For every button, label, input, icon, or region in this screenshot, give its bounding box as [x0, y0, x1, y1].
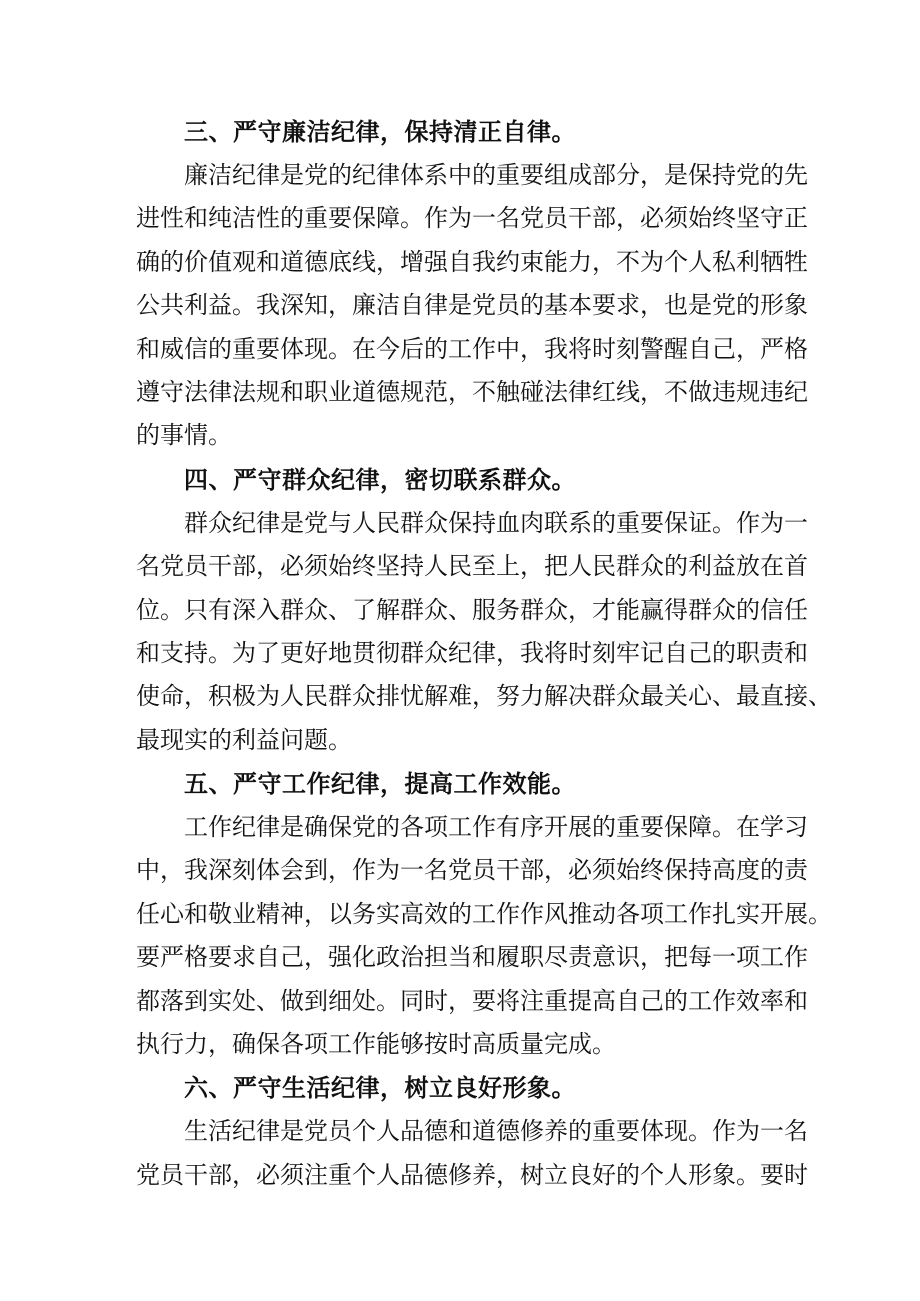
paragraph-line: 中，我深刻体会到，作为一名党员干部，必须始终保持高度的责: [136, 856, 808, 885]
section-heading: 六、严守生活纪律，树立良好形象。: [184, 1074, 576, 1103]
section-integrity: [136, 110, 808, 458]
paragraph-line: 生活纪律是党员个人品德和道德修养的重要体现。作为一名: [184, 1117, 808, 1146]
section-paragraph: [136, 154, 808, 458]
paragraph-line: 廉洁纪律是党的纪律体系中的重要组成部分，是保持党的先: [184, 161, 808, 189]
paragraph-line: 位。只有深入群众、了解群众、服务群众，才能赢得群众的信任: [136, 595, 808, 624]
paragraph-line: 名党员干部，必须始终坚持人民至上，把人民群众的利益放在首: [136, 552, 808, 581]
paragraph-line: 确的价值观和道德底线，增强自我约束能力，不为个人私利牺牲: [136, 247, 808, 276]
section-paragraph: [136, 806, 832, 1066]
section-mass-discipline: [136, 458, 832, 762]
paragraph-line: 和威信的重要体现。在今后的工作中，我将时刻警醒自己，严格: [136, 334, 808, 363]
section-heading: 三、严守廉洁纪律，保持清正自律。: [184, 118, 576, 146]
paragraph-line: 群众纪律是党与人民群众保持血肉联系的重要保证。作为一: [184, 508, 808, 537]
paragraph-line: 工作纪律是确保党的各项工作有序开展的重要保障。在学习: [184, 813, 808, 842]
paragraph-line: 都落到实处、做到细处。同时，要将注重提高自己的工作效率和: [136, 986, 808, 1015]
paragraph-line: 要严格要求自己，强化政治担当和履职尽责意识，把每一项工作: [136, 943, 808, 972]
paragraph-line: 最现实的利益问题。: [136, 725, 352, 754]
paragraph-line: 党员干部，必须注重个人品德修养，树立良好的个人形象。要时: [136, 1160, 808, 1189]
paragraph-line: 执行力，确保各项工作能够按时高质量完成。: [136, 1030, 616, 1059]
paragraph-line: 的事情。: [136, 421, 232, 450]
section-life-discipline: [136, 1066, 808, 1197]
paragraph-line: 使命，积极为人民群众排忧解难，努力解决群众最关心、最直接、: [136, 682, 832, 711]
section-paragraph: [136, 502, 832, 762]
paragraph-line: 公共利益。我深知，廉洁自律是党员的基本要求，也是党的形象: [136, 291, 808, 320]
paragraph-line: 进性和纯洁性的重要保障。作为一名党员干部，必须始终坚守正: [136, 204, 808, 233]
section-heading: 四、严守群众纪律，密切联系群众。: [184, 465, 576, 494]
paragraph-line: 遵守法律法规和职业道德规范，不触碰法律红线，不做违规违纪: [136, 377, 808, 406]
section-work-discipline: [136, 762, 832, 1066]
section-paragraph: [136, 1110, 808, 1197]
paragraph-line: 任心和敬业精神，以务实高效的工作作风推动各项工作扎实开展。: [136, 899, 832, 928]
document-page: [136, 110, 832, 1197]
section-heading: 五、严守工作纪律，提高工作效能。: [184, 770, 576, 799]
paragraph-line: 和支持。为了更好地贯彻群众纪律，我将时刻牢记自己的职责和: [136, 638, 808, 667]
